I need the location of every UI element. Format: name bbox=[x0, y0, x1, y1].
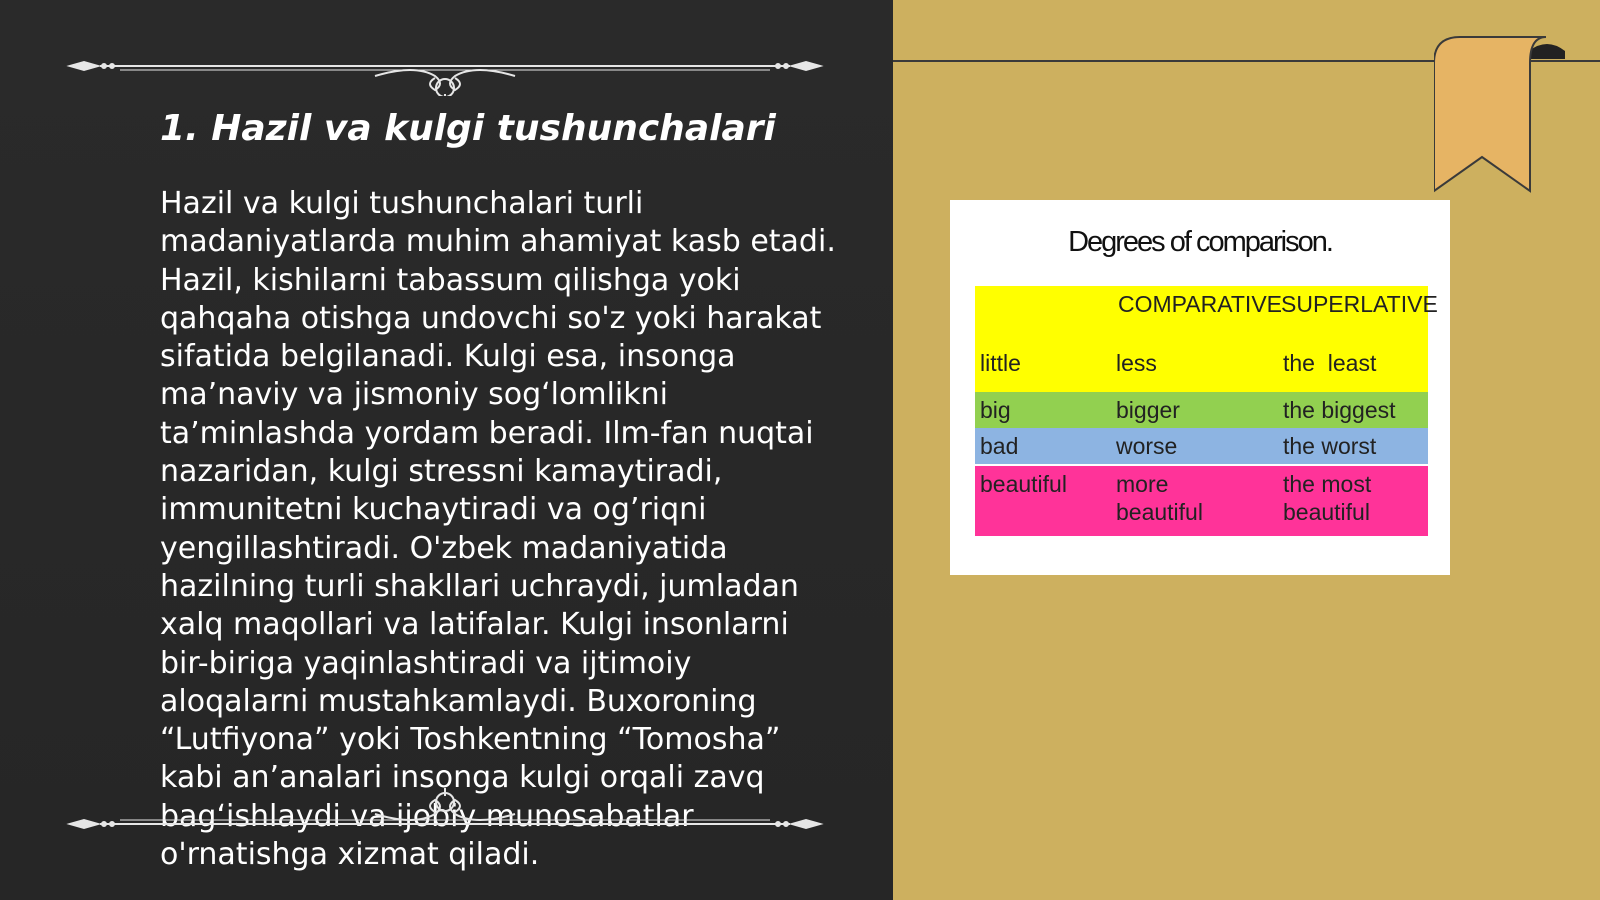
slide-body-text: Hazil va kulgi tushunchalari turli madaniyatlarda muhim ahamiyat kasb etadi. Hazil, kishilarni tabassum qilishga yoki qahqaha otishga undovchi so'z yoki harakat sifatida belgilanadi. Kulgi esa, insonga ma’naviy va jismoniy sog‘lomlikni ta’minlashda yordam beradi. Ilm-fan nuqtai nazaridan, kulgi stressni kamaytiradi, immunitetni kuchaytiradi va og’riqni yengillashtiradi. O'zbek madaniyatida hazilning turli shakllari uchraydi, jumladan xalq maqollari va latifalar. Kulgi insonlarni bir-biriga yaqinlashtiradi va ijtimoiy aloqalarni mustahkamlaydi. Buxoroning “Lutfiyona” yoki Toshkentning “Tomosha” kabi an’analari insonga kulgi orqali zavq bag‘ishlaydi va ijobiy munosabatlar o'rnatishga xizmat qiladi. bbox=[160, 186, 836, 873]
divider-ornament-icon bbox=[60, 36, 830, 96]
cell-superlative: the biggest bbox=[1283, 397, 1396, 423]
cell-superlative: the least bbox=[1283, 350, 1377, 376]
header-superlative: SUPERLATIVE bbox=[1281, 291, 1438, 317]
cell-superlative: the most beautiful bbox=[1283, 471, 1372, 525]
slide-title: 1. Hazil va kulgi tushunchalari bbox=[160, 108, 776, 149]
cell-comparative: worse bbox=[1116, 433, 1178, 459]
header-comparative: COMPARATIVE bbox=[1118, 291, 1282, 317]
cell-superlative: the worst bbox=[1283, 433, 1377, 459]
table-row bbox=[975, 428, 1428, 464]
table-row bbox=[975, 286, 1438, 392]
cell-comparative: bigger bbox=[1116, 397, 1180, 423]
cell-comparative: less bbox=[1116, 350, 1157, 376]
divider-ornament-bottom-icon bbox=[60, 778, 830, 838]
cell-base: bad bbox=[980, 433, 1019, 459]
bookmark-ribbon-icon bbox=[1434, 35, 1584, 200]
cell-base: little bbox=[980, 350, 1021, 376]
cell-comparative: more beautiful bbox=[1116, 471, 1203, 525]
cell-base: beautiful bbox=[980, 471, 1067, 497]
table-row bbox=[975, 392, 1428, 428]
card-title: Degrees of comparison. bbox=[1068, 226, 1332, 258]
cell-base: big bbox=[980, 397, 1011, 423]
comparison-table bbox=[975, 286, 1438, 536]
table-row bbox=[975, 466, 1428, 536]
comparison-card bbox=[950, 200, 1450, 575]
